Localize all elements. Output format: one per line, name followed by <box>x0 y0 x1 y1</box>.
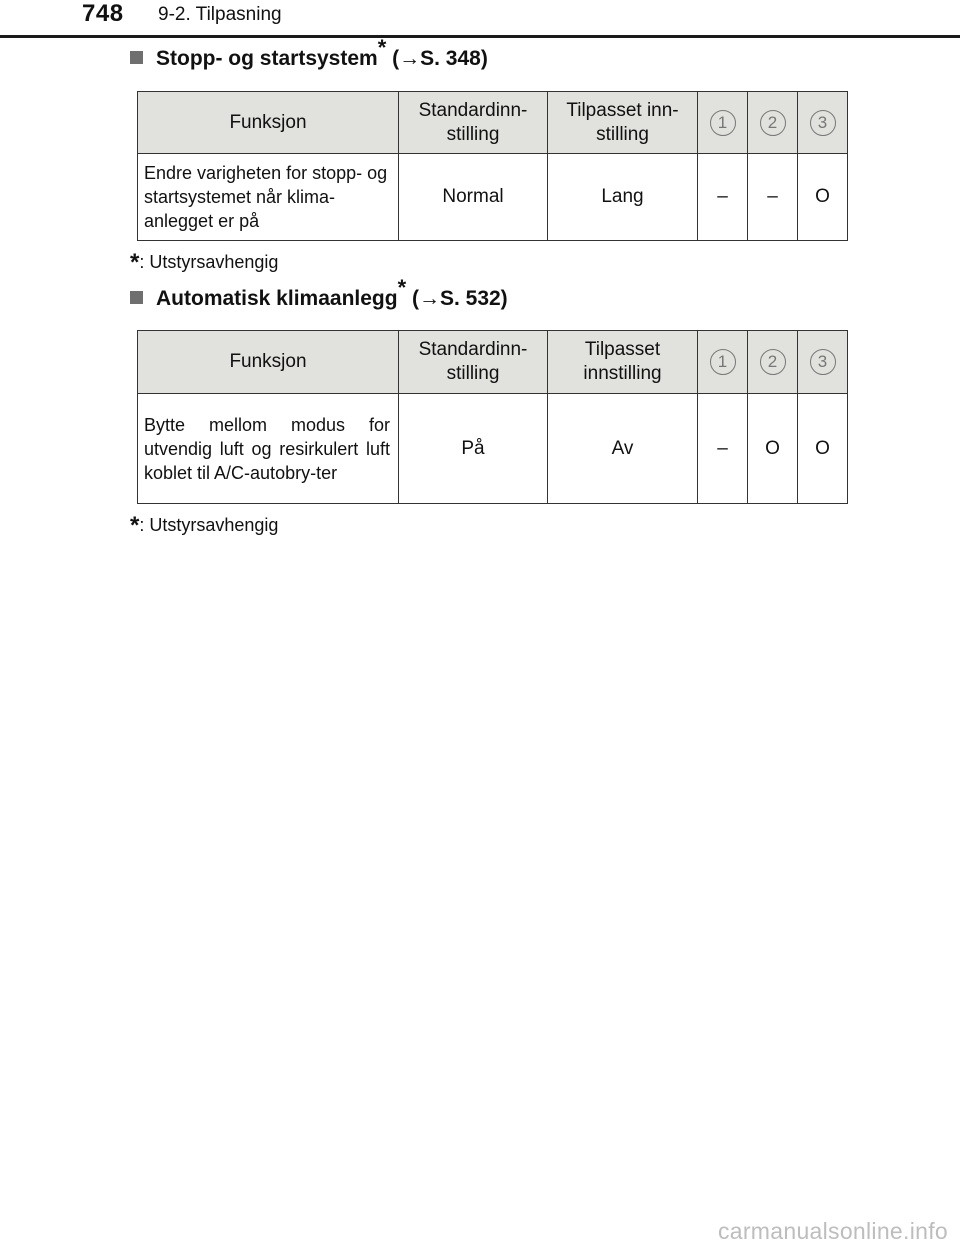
heading-title: Stopp- og startsystem <box>156 47 378 70</box>
table-header-row <box>138 331 848 394</box>
col-header-3 <box>798 331 848 394</box>
square-bullet-icon <box>130 291 143 304</box>
footnote-text: : Utstyrsavhengig <box>139 252 279 272</box>
cell-custom: Lang <box>548 154 698 241</box>
col-header-custom: Tilpasset inn-stilling <box>548 92 698 154</box>
section-heading-climate <box>130 275 508 311</box>
watermark: carmanualsonline.info <box>717 1218 948 1244</box>
circled-number-2-icon: 2 <box>760 349 786 375</box>
footnote-text: : Utstyrsavhengig <box>139 515 279 535</box>
section-heading-stop-start <box>130 35 488 71</box>
cell-3: O <box>798 394 848 504</box>
page-reference: (→S. 348) <box>392 47 488 70</box>
cell-2: O <box>748 394 798 504</box>
cell-custom: Av <box>548 394 698 504</box>
cell-3: O <box>798 154 848 241</box>
asterisk-mark: * <box>397 275 407 300</box>
col-header-3 <box>798 92 848 154</box>
footnote <box>130 249 279 276</box>
cell-default: Normal <box>399 154 548 241</box>
cell-default: På <box>399 394 548 504</box>
asterisk-mark: * <box>377 35 387 60</box>
col-header-default: Standardinn-stilling <box>399 331 548 394</box>
col-header-custom: Tilpasset innstilling <box>548 331 698 394</box>
circled-number-2-icon: 2 <box>760 110 786 136</box>
col-header-default: Standardinn-stilling <box>399 92 548 154</box>
heading-title: Automatisk klimaanlegg <box>156 287 398 310</box>
col-header-2 <box>748 331 798 394</box>
cell-2: – <box>748 154 798 241</box>
circled-number-1-icon: 1 <box>710 110 736 136</box>
table-row <box>138 154 848 241</box>
col-header-function: Funksjon <box>138 92 399 154</box>
page-reference: (→S. 532) <box>411 287 508 310</box>
footnote-asterisk: * <box>130 249 140 276</box>
col-header-1 <box>698 92 748 154</box>
square-bullet-icon <box>130 51 143 64</box>
col-header-2 <box>748 92 798 154</box>
footnote <box>130 512 279 539</box>
circled-number-1-icon: 1 <box>710 349 736 375</box>
page-number: 748 <box>82 0 124 27</box>
col-header-function: Funksjon <box>138 331 399 394</box>
cell-1: – <box>698 394 748 504</box>
header-divider <box>0 35 960 38</box>
settings-table-stop-start <box>137 91 848 241</box>
footnote-asterisk: * <box>130 512 140 539</box>
col-header-1 <box>698 331 748 394</box>
cell-function: Bytte mellom modus for utvendig luft og resirkulert luft koblet til A/C-autobry-ter <box>138 394 399 504</box>
table-row <box>138 394 848 504</box>
section-title: 9-2. Tilpasning <box>158 4 282 25</box>
settings-table-climate <box>137 330 848 504</box>
cell-function: Endre varigheten for stopp- og startsystemet når klima-anlegget er på <box>138 154 399 241</box>
circled-number-3-icon: 3 <box>810 349 836 375</box>
cell-1: – <box>698 154 748 241</box>
table-header-row <box>138 92 848 154</box>
circled-number-3-icon: 3 <box>810 110 836 136</box>
